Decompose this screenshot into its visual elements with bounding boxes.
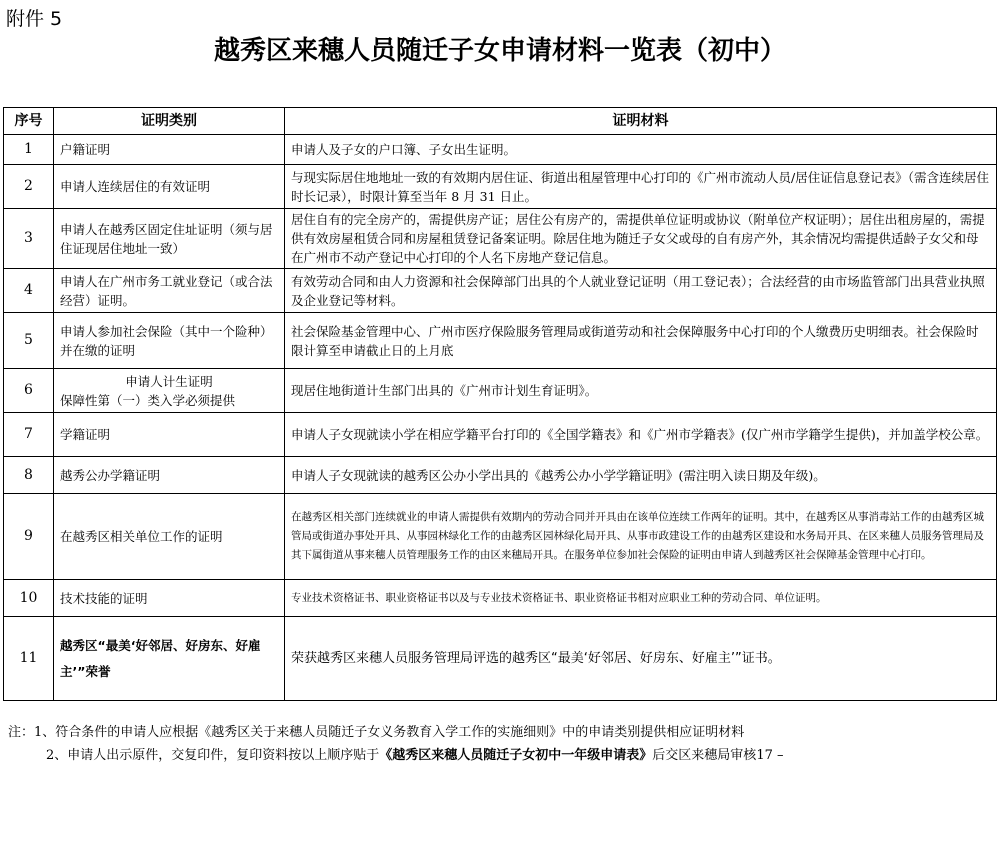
row-no: 6 xyxy=(4,369,54,413)
row-no: 2 xyxy=(4,165,54,209)
table-row xyxy=(4,269,997,313)
row-no: 11 xyxy=(4,617,54,701)
row-materials: 现居住地街道计生部门出具的《广州市计划生育证明》。 xyxy=(285,369,997,413)
row-type: 申请人在越秀区固定住址证明（须与居住证现居住地址一致） xyxy=(54,209,285,269)
header-type: 证明类别 xyxy=(54,108,285,135)
document-title: 越秀区来穗人员随迁子女申请材料一览表（初中） xyxy=(213,36,786,66)
row-no: 1 xyxy=(4,135,54,165)
note-2-suffix: 后交区来穗局审核 xyxy=(652,748,757,763)
header-materials: 证明材料 xyxy=(285,108,997,135)
row-materials: 社会保险基金管理中心、广州市医疗保险服务管理局或街道劳动和社会保障服务中心打印的个人缴费历史明细表。社会保险时限计算至申请截止日的上月底 xyxy=(285,313,997,369)
row-no: 7 xyxy=(4,413,54,457)
row-materials: 申请人子女现就读小学在相应学籍平台打印的《全国学籍表》和《广州市学籍表》(仅广州市学籍学生提供)，并加盖学校公章。 xyxy=(285,413,997,457)
row-type: 越秀区“最美‘好邻居、好房东、好雇主’”荣誉 xyxy=(54,617,285,701)
row-no: 5 xyxy=(4,313,54,369)
row-materials: 与现实际居住地地址一致的有效期内居住证、街道出租屋管理中心打印的《广州市流动人员/居住证信息登记表》（需含连续居住时长记录），时限计算至当年 8 月 31 日止。 xyxy=(285,165,997,209)
table-row xyxy=(4,457,997,494)
table-row xyxy=(4,494,997,580)
row-materials: 居住自有的完全房产的，需提供房产证；居住公有房产的，需提供单位证明或协议（附单位产权证明）；居住出租房屋的，需提供有效房屋租赁合同和房屋租赁登记备案证明。除居住地为随迁子女父或母的自有房产外，其余情况均需提供适龄子女父和母在广州市不动产登记中心打印的个人名下房地产登记信息。 xyxy=(285,209,997,269)
table-row xyxy=(4,369,997,413)
row-no: 3 xyxy=(4,209,54,269)
row-type xyxy=(54,369,285,413)
row-type: 申请人参加社会保险（其中一个险种）并在缴的证明 xyxy=(54,313,285,369)
table-row xyxy=(4,165,997,209)
row-type: 学籍证明 xyxy=(54,413,285,457)
header-no: 序号 xyxy=(4,108,54,135)
table-header-row xyxy=(4,108,997,135)
table-row xyxy=(4,313,997,369)
table-row xyxy=(4,580,997,617)
note-2-prefix: 2、申请人出示原件，交复印件，复印资料按以上顺序贴于 xyxy=(46,748,380,763)
row-type: 技术技能的证明 xyxy=(54,580,285,617)
table-row xyxy=(4,135,997,165)
note-2 xyxy=(8,744,998,767)
row-no: 9 xyxy=(4,494,54,580)
annex-label: 附件 5 xyxy=(6,8,63,30)
materials-table xyxy=(3,107,997,701)
row-type: 越秀公办学籍证明 xyxy=(54,457,285,494)
row-type: 在越秀区相关单位工作的证明 xyxy=(54,494,285,580)
notes xyxy=(8,721,998,767)
row-materials: 申请人子女现就读的越秀区公办小学出具的《越秀公办小学学籍证明》(需注明入读日期及年级)。 xyxy=(285,457,997,494)
table-row xyxy=(4,209,997,269)
row-no: 10 xyxy=(4,580,54,617)
row-type-line1: 申请人计生证明 xyxy=(125,373,213,389)
note-1: 注：1、符合条件的申请人应根据《越秀区关于来穗人员随迁子女义务教育入学工作的实施细则》中的申请类别提供相应证明材料 xyxy=(8,725,745,740)
row-type: 户籍证明 xyxy=(54,135,285,165)
row-materials: 有效劳动合同和由人力资源和社会保障部门出具的个人就业登记证明（用工登记表）；合法经营的由市场监管部门出具营业执照及企业登记等材料。 xyxy=(285,269,997,313)
table-row xyxy=(4,617,997,701)
row-materials: 专业技术资格证书、职业资格证书以及与专业技术资格证书、职业资格证书相对应职业工种的劳动合同、单位证明。 xyxy=(285,580,997,617)
table-row xyxy=(4,413,997,457)
row-type: 申请人连续居住的有效证明 xyxy=(54,165,285,209)
row-type: 申请人在广州市务工就业登记（或合法经营）证明。 xyxy=(54,269,285,313)
note-2-form-name: 《越秀区来穗人员随迁子女初中一年级申请表》 xyxy=(379,748,653,763)
row-type-line2: 保障性第（一）类入学必须提供 xyxy=(60,392,236,408)
row-materials: 申请人及子女的户口簿、子女出生证明。 xyxy=(285,135,997,165)
row-materials: 荣获越秀区来穗人员服务管理局评选的越秀区“最美‘好邻居、好房东、好雇主’”证书。 xyxy=(285,617,997,701)
row-no: 8 xyxy=(4,457,54,494)
row-materials: 在越秀区相关部门连续就业的申请人需提供有效期内的劳动合同并开具由在该单位连续工作两年的证明。其中，在越秀区从事消毒站工作的由越秀区城管局或街道办事处开具、从事园林绿化工作的由越秀区园林绿化局开具、从事市政建设工作的由越秀区建设和水务局开具、在区来穗人员服务管理局及其下属街道从事来穗人员管理服务工作的由区来穗局开具。在服务单位参加社会保险的证明由申请人到越秀区社会保障基金管理中心打印。 xyxy=(285,494,997,580)
page-number: 17 – xyxy=(756,748,784,763)
row-no: 4 xyxy=(4,269,54,313)
